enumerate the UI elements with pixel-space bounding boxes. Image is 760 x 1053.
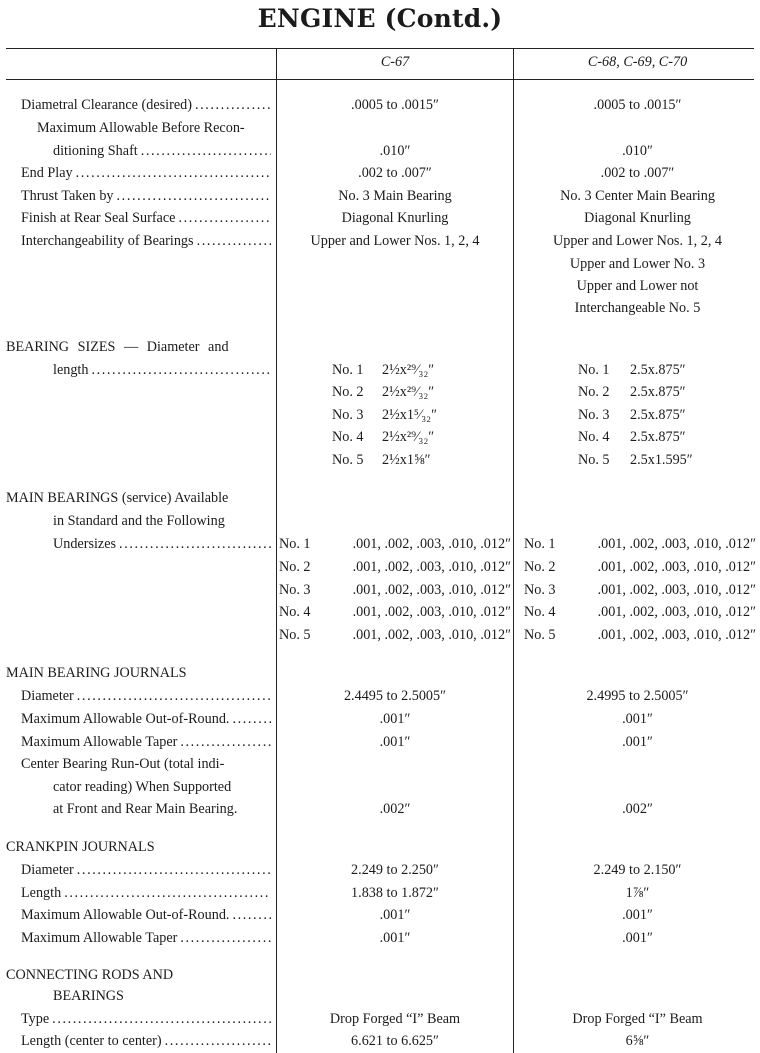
dot-leader [194, 230, 271, 253]
cell-text: No. 3 [279, 582, 311, 598]
c67-value: 1.838 to 1.872″ [351, 885, 439, 901]
section-heading [0, 487, 760, 510]
table-row [0, 1008, 760, 1031]
table-row [0, 904, 760, 927]
cell-text: No. 2 [332, 384, 364, 400]
row-label [21, 904, 271, 927]
c67-value: 6.621 to 6.625″ [351, 1033, 439, 1049]
row-label [21, 230, 271, 253]
cell-text: .001, .002, .003, .010, .012″ [597, 559, 756, 575]
section-heading [0, 836, 760, 859]
cell-text: MAIN BEARINGS (service) Available [6, 490, 229, 506]
table-row [0, 927, 760, 950]
cell-text: 2½x²⁹⁄₃₂″ [382, 429, 435, 445]
table-row [0, 426, 760, 449]
cell-text: .001, .002, .003, .010, .012″ [352, 536, 511, 552]
section-heading [0, 336, 760, 359]
table-row [0, 731, 760, 754]
cell-text: End Play [21, 165, 73, 181]
table-row [0, 404, 760, 427]
cell-text: in Standard and the Following [53, 513, 225, 529]
c68-value: Upper and Lower No. 3 [569, 256, 706, 272]
dot-leader [73, 162, 271, 185]
dot-leader [175, 207, 271, 230]
cell-text: CRANKPIN JOURNALS [6, 839, 155, 855]
row-label [21, 882, 271, 905]
table-row [0, 882, 760, 905]
cell-text: 2.5x.875″ [630, 362, 686, 378]
c68-value: .001″ [622, 930, 653, 946]
cell-text: .001, .002, .003, .010, .012″ [597, 627, 756, 643]
header-bottom-rule [6, 79, 754, 80]
cell-text: No. 5 [332, 452, 364, 468]
dot-leader [88, 359, 271, 382]
cell-text: Maximum Allowable Before Recon- [37, 120, 245, 136]
table-row [0, 1030, 760, 1053]
c67-value: .001″ [379, 734, 411, 750]
cell-text: 2½x²⁹⁄₃₂″ [382, 384, 435, 400]
c68-value: .002″ [622, 801, 653, 817]
c68-value: 6⅝″ [625, 1033, 650, 1049]
cell-text: MAIN BEARING JOURNALS [6, 665, 187, 681]
table-top-rule [6, 48, 754, 49]
dot-leader [74, 859, 271, 882]
cell-text: Undersizes [53, 536, 117, 552]
c67-value: .010″ [379, 143, 411, 159]
cell-text: Maximum Allowable Out-of-Round. [21, 711, 230, 727]
table-row [0, 185, 760, 208]
section-heading [0, 510, 760, 533]
table-row [0, 685, 760, 708]
dot-leader [116, 533, 271, 556]
cell-text: 2½x1⅝″ [382, 452, 431, 468]
c67-value: .001″ [379, 711, 411, 727]
section-heading [0, 964, 760, 987]
table-row [0, 776, 760, 799]
c68-value: .010″ [622, 143, 653, 159]
table-row [0, 624, 760, 647]
cell-text: 2½x²⁹⁄₃₂″ [382, 362, 435, 378]
row-label [21, 207, 271, 230]
row-label [21, 1008, 271, 1031]
table-row [0, 275, 760, 298]
cell-text: Length (center to center) [21, 1033, 162, 1049]
cell-text: Maximum Allowable Out-of-Round. [21, 907, 230, 923]
cell-text: .001, .002, .003, .010, .012″ [597, 604, 756, 620]
c68-value: .001″ [622, 734, 653, 750]
cell-text: .001, .002, .003, .010, .012″ [352, 559, 511, 575]
row-label [53, 140, 271, 163]
cell-text: .001, .002, .003, .010, .012″ [352, 582, 511, 598]
cell-text: No. 5 [524, 627, 556, 643]
table-row [0, 708, 760, 731]
dot-leader [177, 731, 271, 754]
cell-text: Diameter [21, 688, 74, 704]
c68-value: 1⅞″ [625, 885, 650, 901]
dot-leader [162, 1030, 271, 1053]
dot-leader [114, 185, 271, 208]
row-label [21, 1030, 271, 1053]
cell-text: No. 1 [332, 362, 364, 378]
cell-text: .001, .002, .003, .010, .012″ [597, 582, 756, 598]
table-row [0, 359, 760, 382]
c68-value: 2.4995 to 2.5005″ [586, 688, 689, 704]
table-row [0, 859, 760, 882]
c68-value: Diagonal Knurling [584, 210, 691, 226]
table-row [0, 140, 760, 163]
c67-value: .001″ [379, 907, 411, 923]
cell-text: cator reading) When Supported [53, 779, 232, 795]
cell-text: Type [21, 1011, 50, 1027]
cell-text: 2.5x.875″ [630, 384, 686, 400]
table-row [0, 207, 760, 230]
c68-value: .0005 to .0015″ [593, 97, 682, 113]
cell-text: at Front and Rear Main Bearing. [53, 801, 238, 817]
cell-text: No. 4 [279, 604, 311, 620]
dot-leader [138, 140, 271, 163]
cell-text: BEARINGS [53, 988, 124, 1004]
row-label [21, 708, 271, 731]
cell-text: Center Bearing Run-Out (total indi- [21, 756, 225, 772]
table-row [0, 798, 760, 821]
page-title: ENGINE (Contd.) [257, 4, 503, 33]
cell-text: 2½x1⁵⁄₃₂″ [382, 407, 438, 423]
cell-text: Maximum Allowable Taper [21, 930, 178, 946]
row-label [21, 162, 271, 185]
c67-value: Drop Forged “I” Beam [329, 1011, 461, 1027]
dot-leader [229, 904, 271, 927]
cell-text: No. 1 [578, 362, 610, 378]
row-label [21, 731, 271, 754]
cell-text: .001, .002, .003, .010, .012″ [352, 604, 511, 620]
c68-value: .001″ [622, 907, 653, 923]
cell-text: No. 1 [524, 536, 556, 552]
table-row [0, 117, 760, 140]
cell-text: No. 3 [524, 582, 556, 598]
c68-value: Interchangeable No. 5 [574, 300, 701, 316]
cell-text: 2.5x1.595″ [630, 452, 693, 468]
row-label [53, 359, 271, 382]
table-row [0, 297, 760, 320]
c67-value: Diagonal Knurling [341, 210, 449, 226]
c67-value: 2.249 to 2.250″ [351, 862, 439, 878]
cell-text: Maximum Allowable Taper [21, 734, 178, 750]
row-label [21, 927, 271, 950]
cell-text: BEARING SIZES — Diameter and [6, 339, 229, 355]
cell-text: Interchangeability of Bearings [21, 233, 194, 249]
cell-text: Finish at Rear Seal Surface [21, 210, 176, 226]
row-label [37, 117, 277, 140]
column-header-c67: C-67 [380, 54, 410, 70]
table-row [0, 162, 760, 185]
table-row [0, 556, 760, 579]
column-header-c68: C-68, C-69, C-70 [587, 54, 688, 70]
cell-text: No. 4 [578, 429, 610, 445]
c68-value: .002 to .007″ [600, 165, 675, 181]
cell-text: No. 2 [279, 559, 311, 575]
c68-value: Drop Forged “I” Beam [572, 1011, 703, 1027]
table-row [0, 601, 760, 624]
c68-value: 2.249 to 2.150″ [593, 862, 682, 878]
row-label [53, 533, 271, 556]
table-row [0, 753, 760, 776]
cell-text: 2.5x.875″ [630, 407, 686, 423]
cell-text: Thrust Taken by [21, 188, 114, 204]
c67-value: No. 3 Main Bearing [338, 188, 452, 204]
dot-leader [229, 708, 271, 731]
dot-leader [61, 882, 271, 905]
row-label [21, 859, 271, 882]
cell-text: Diameter [21, 862, 74, 878]
cell-text: No. 5 [578, 452, 610, 468]
cell-text: No. 3 [578, 407, 610, 423]
table-row [0, 533, 760, 556]
cell-text: length [53, 362, 89, 378]
cell-text: Length [21, 885, 62, 901]
dot-leader [49, 1008, 271, 1031]
section-heading [0, 985, 760, 1008]
table-row [0, 94, 760, 117]
cell-text: No. 3 [332, 407, 364, 423]
table-row [0, 381, 760, 404]
cell-text: CONNECTING RODS AND [6, 967, 174, 983]
table-row [0, 230, 760, 253]
cell-text: .001, .002, .003, .010, .012″ [597, 536, 756, 552]
c67-value: .002″ [379, 801, 411, 817]
cell-text: 2.5x.875″ [630, 429, 686, 445]
c67-value: 2.4495 to 2.5005″ [343, 688, 447, 704]
c68-value: .001″ [622, 711, 653, 727]
dot-leader [74, 685, 271, 708]
cell-text: .001, .002, .003, .010, .012″ [352, 627, 511, 643]
table-row [0, 253, 760, 276]
c68-value: No. 3 Center Main Bearing [560, 188, 715, 204]
cell-text: No. 5 [279, 627, 311, 643]
c68-value: Upper and Lower Nos. 1, 2, 4 [552, 233, 723, 249]
c67-value: .002 to .007″ [358, 165, 432, 181]
cell-text: No. 1 [279, 536, 311, 552]
cell-text: No. 4 [524, 604, 556, 620]
row-label [21, 185, 271, 208]
table-row [0, 449, 760, 472]
dot-leader [192, 94, 271, 117]
cell-text: ditioning Shaft [53, 143, 138, 159]
c67-value: .001″ [379, 930, 411, 946]
row-label [21, 94, 271, 117]
dot-leader [177, 927, 271, 950]
c68-value: Upper and Lower not [576, 278, 699, 294]
c67-value: .0005 to .0015″ [351, 97, 439, 113]
section-heading [0, 662, 760, 685]
cell-text: No. 2 [524, 559, 556, 575]
c67-value: Upper and Lower Nos. 1, 2, 4 [310, 233, 480, 249]
cell-text: No. 4 [332, 429, 364, 445]
row-label [21, 685, 271, 708]
cell-text: No. 2 [578, 384, 610, 400]
cell-text: Diametral Clearance (desired) [21, 97, 192, 113]
table-row [0, 579, 760, 602]
